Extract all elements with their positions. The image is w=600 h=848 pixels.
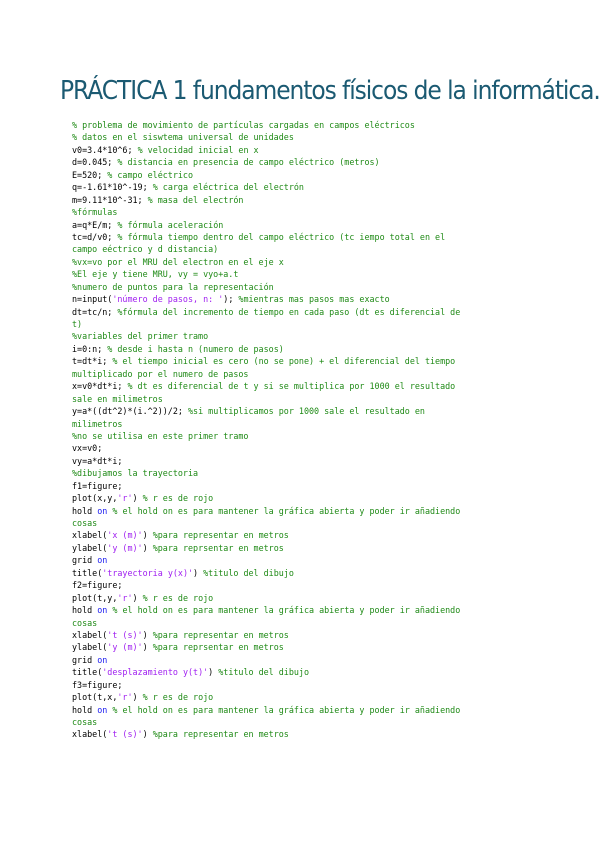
code-line (72, 306, 542, 318)
code-line (72, 592, 542, 604)
code-line (72, 380, 542, 392)
code-text: t=dt*i; (72, 356, 113, 367)
code-text: grid (72, 654, 98, 665)
code-string: 'r' (117, 692, 133, 703)
code-string: 't (s)' (107, 729, 143, 740)
code-comment: %fórmula del incremento de tiempo en cada paso (dt es diferencial de (117, 306, 461, 317)
code-line (72, 567, 542, 579)
code-text: ) (142, 642, 153, 653)
code-comment: %para reprsentar en metros (152, 642, 284, 653)
code-text: y=a*((dt^2)*(i.^2))/2; (72, 406, 188, 417)
code-comment: % dt es diferencial de t y si se multiplica por 1000 el resultado (127, 381, 456, 392)
code-line (72, 492, 542, 504)
code-comment: %El eje y tiene MRU, vy = vyo+a.t (72, 269, 239, 280)
code-comment: %no se utilisa en este primer tramo (72, 430, 249, 441)
code-comment: %fórmulas (72, 207, 118, 218)
code-comment: %para representar en metros (152, 629, 289, 640)
code-line (72, 243, 542, 255)
code-line (72, 418, 542, 430)
code-line (72, 330, 542, 342)
code-string: 't (s)' (107, 629, 143, 640)
code-text: ) (142, 542, 153, 553)
code-line (72, 144, 542, 156)
code-comment: %si multiplicamos por 1000 sale el resultado en (187, 406, 425, 417)
code-line (72, 480, 542, 492)
code-comment: % r es de rojo (142, 493, 214, 504)
code-comment: %para representar en metros (152, 530, 289, 541)
code-line (72, 355, 542, 367)
code-comment: % desde i hasta n (numero de pasos) (107, 343, 284, 354)
code-comment: t) (72, 319, 83, 329)
code-comment: milimetros (72, 418, 123, 429)
code-keyword: on (97, 505, 108, 516)
code-comment: %dibujamos la trayectoria (72, 468, 199, 479)
code-line (72, 554, 542, 566)
code-text: v0=3.4*10^6; (72, 144, 138, 155)
code-line (72, 728, 542, 740)
code-text: vy=a*dt*i; (72, 455, 123, 466)
code-comment: % r es de rojo (142, 592, 214, 603)
code-string: 'y (m)' (107, 642, 143, 653)
code-comment: multiplicado por el numero de pasos (72, 368, 249, 379)
code-text: ) (132, 692, 143, 703)
code-comment: cosas (72, 717, 98, 727)
code-text: plot(x,y, (72, 493, 118, 504)
code-text: d=0.045; (72, 157, 118, 168)
code-text: dt=tc/n; (72, 306, 118, 317)
code-line (72, 156, 542, 168)
code-text: ylabel( (72, 642, 108, 653)
code-text: hold (72, 605, 98, 616)
code-text: title( (72, 667, 103, 678)
code-comment: %titulo del dibujo (203, 567, 294, 578)
code-string: 'desplazamiento y(t)' (102, 667, 209, 678)
code-text: title( (72, 567, 103, 578)
code-line (72, 654, 542, 666)
code-comment: % problema de movimiento de partículas cargadas en campos eléctricos (72, 120, 415, 130)
code-comment: % el hold on es para mantener la gráfica abierta y poder ir añadiendo (112, 605, 461, 616)
code-line (72, 629, 542, 641)
code-line (72, 542, 542, 554)
page-title: PRÁCTICA 1 fundamentos físicos de la informática. (60, 76, 600, 106)
code-line (72, 293, 542, 305)
code-line (72, 119, 542, 131)
code-text: xlabel( (72, 729, 108, 740)
code-text: ylabel( (72, 542, 108, 553)
code-line (72, 219, 542, 231)
code-line (72, 268, 542, 280)
code-text: ) (208, 667, 219, 678)
code-line (72, 181, 542, 193)
code-comment: %titulo del dibujo (218, 667, 310, 678)
code-line (72, 206, 542, 218)
code-text: hold (72, 505, 98, 516)
code-text: ) (132, 493, 143, 504)
code-text: vx=v0; (72, 443, 103, 454)
code-text: E=520; (72, 169, 108, 180)
code-comment: % datos en el siswtema universal de unidades (72, 132, 294, 143)
code-text: f2=figure; (72, 580, 123, 591)
code-comment: campo eéctrico y d distancia) (72, 244, 219, 255)
code-line (72, 467, 542, 479)
code-text: q=-1.61*10^-19; (72, 182, 153, 193)
code-line (72, 318, 542, 330)
code-comment: % fórmula tiempo dentro del campo eléctrico (tc iempo total en el (117, 231, 446, 242)
code-line (72, 131, 542, 143)
code-text: plot(t,x, (72, 692, 118, 703)
code-line (72, 641, 542, 653)
code-comment: cosas (72, 518, 98, 528)
code-comment: % el hold on es para mantener la gráfica abierta y poder ir añadiendo (112, 505, 461, 516)
code-comment: % distancia en presencia de campo eléctrico (metros) (117, 157, 380, 168)
code-text: n=input( (72, 294, 113, 305)
code-line (72, 281, 542, 293)
code-text: a=q*E/m; (72, 219, 118, 230)
code-line (72, 716, 542, 728)
code-line (72, 666, 542, 678)
code-text: xlabel( (72, 629, 108, 640)
code-line (72, 617, 542, 629)
code-comment: % fórmula aceleración (117, 219, 224, 230)
code-string: 'r' (117, 592, 133, 603)
code-comment: %para reprsentar en metros (152, 542, 284, 553)
code-text: tc=d/v0; (72, 231, 118, 242)
code-keyword: on (97, 555, 108, 566)
code-line (72, 169, 542, 181)
code-line (72, 517, 542, 529)
code-comment: %vx=vo por el MRU del electron en el eje x (72, 256, 284, 267)
code-line (72, 505, 542, 517)
code-line (72, 455, 542, 467)
code-comment: % campo eléctrico (107, 169, 194, 180)
code-text: ) (132, 592, 143, 603)
code-line (72, 679, 542, 691)
code-text: x=v0*dt*i; (72, 381, 128, 392)
code-line (72, 704, 542, 716)
code-comment: %mientras mas pasos mas exacto (238, 294, 390, 305)
code-text: ); (223, 294, 239, 305)
matlab-code-block (72, 119, 542, 741)
code-line (72, 194, 542, 206)
code-comment: sale en milimetros (72, 393, 163, 404)
code-text: ) (193, 567, 204, 578)
code-line (72, 430, 542, 442)
code-comment: % r es de rojo (142, 692, 214, 703)
code-text: hold (72, 704, 98, 715)
code-string: 'número de pasos, n: ' (112, 294, 224, 305)
code-comment: %variables del primer tramo (72, 331, 209, 342)
code-line (72, 256, 542, 268)
code-line (72, 405, 542, 417)
code-line (72, 231, 542, 243)
code-text: ) (142, 629, 153, 640)
code-text: xlabel( (72, 530, 108, 541)
code-comment: cosas (72, 617, 98, 628)
code-comment: % el hold on es para mantener la gráfica abierta y poder ir añadiendo (112, 704, 461, 715)
code-line (72, 393, 542, 405)
code-line (72, 579, 542, 591)
code-comment: % velocidad inicial en x (137, 144, 259, 155)
code-string: 'x (m)' (107, 530, 143, 541)
code-string: 'y (m)' (107, 542, 143, 553)
code-string: 'r' (117, 493, 133, 504)
code-string: 'trayectoria y(x)' (102, 567, 194, 578)
code-line (72, 529, 542, 541)
code-text: ) (142, 729, 153, 740)
code-line (72, 691, 542, 703)
code-comment: % el tiempo inicial es cero (no se pone) + el diferencial del tiempo (112, 356, 456, 367)
code-comment: % carga eléctrica del electrón (152, 182, 304, 193)
code-text: grid (72, 555, 98, 566)
code-line (72, 368, 542, 380)
code-comment: %para representar en metros (152, 729, 289, 740)
code-line (72, 343, 542, 355)
code-text: ) (142, 530, 153, 541)
code-keyword: on (97, 605, 108, 616)
code-comment: % masa del electrón (147, 194, 244, 205)
code-keyword: on (97, 654, 108, 665)
code-text: plot(t,y, (72, 592, 118, 603)
code-text: i=0:n; (72, 343, 108, 354)
code-text: f1=figure; (72, 480, 123, 491)
code-text: m=9.11*10^-31; (72, 194, 148, 205)
code-keyword: on (97, 704, 108, 715)
code-comment: %numero de puntos para la representación (72, 281, 274, 292)
code-line (72, 604, 542, 616)
code-line (72, 442, 542, 454)
code-text: f3=figure; (72, 679, 123, 690)
